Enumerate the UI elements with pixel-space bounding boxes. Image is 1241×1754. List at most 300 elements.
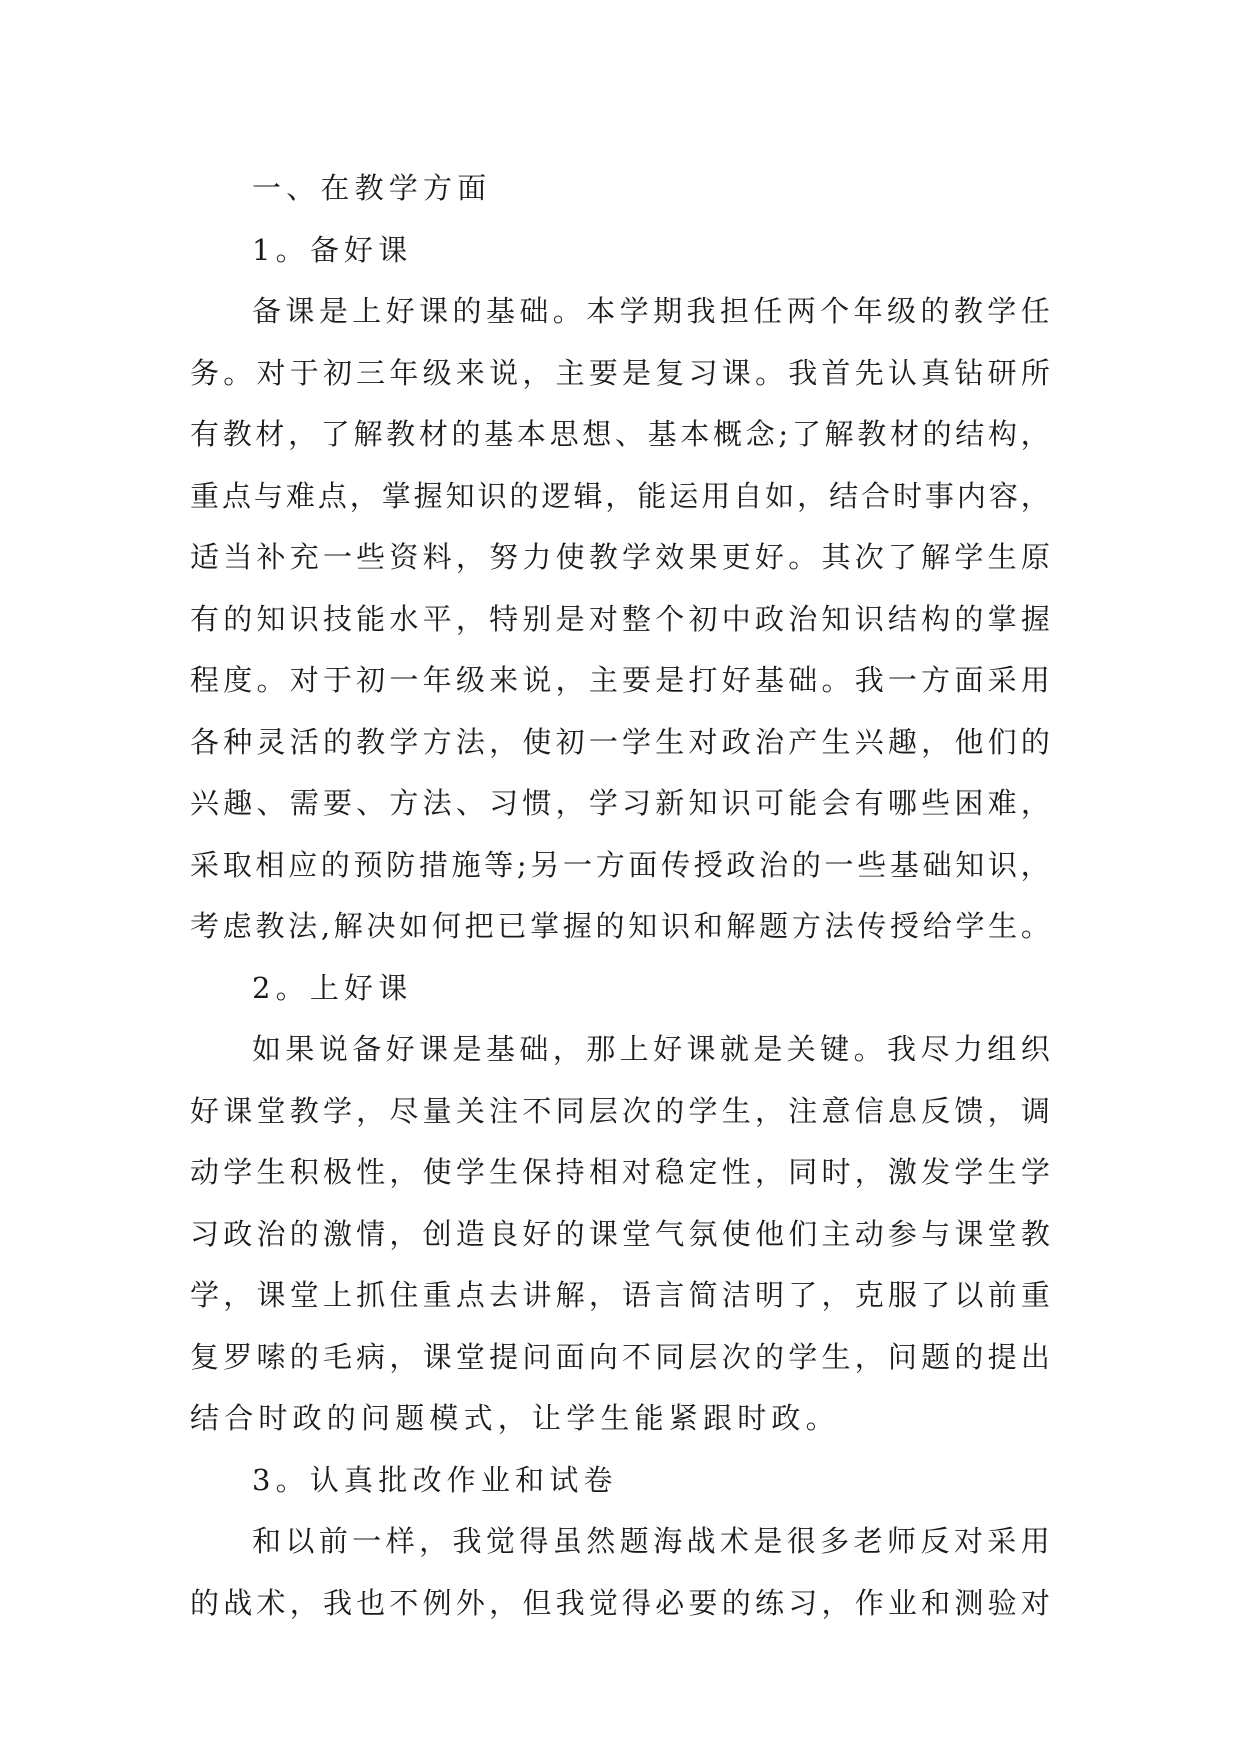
section-heading: 一、在教学方面 [252,171,492,205]
glyph: 生 [721,1093,751,1128]
glyph: 授 [693,847,723,882]
glyph: 生 [987,1155,1017,1189]
glyph: 复 [655,355,685,390]
glyph: ， [389,1339,419,1374]
glyph: 学 [619,294,649,328]
paragraph-line [190,1081,1050,1143]
glyph: 对 [1020,1585,1050,1620]
glyph: 堂 [455,1339,485,1374]
glyph: 一 [389,663,419,697]
glyph: 年 [853,294,883,328]
subsection-heading: 3。认真批改作业和试卷 [252,1462,618,1497]
glyph: 解 [333,909,363,943]
paragraph-line [190,712,1050,774]
glyph: 教 [588,540,618,574]
glyph: 生 [988,909,1018,943]
glyph: 上 [352,294,382,328]
paragraph-line [190,1511,1050,1573]
paragraph-line [190,281,1050,343]
glyph: 教 [857,417,887,451]
glyph: 调 [1020,1093,1050,1128]
glyph: 平 [422,601,452,636]
glyph: 一 [352,1524,382,1558]
glyph: 和 [252,1524,282,1558]
glyph: 海 [653,1524,683,1558]
glyph: 握 [413,478,443,513]
glyph: 课 [419,294,449,328]
glyph: 识 [854,601,884,636]
glyph: 好 [385,1032,415,1066]
glyph: 他 [754,1216,784,1251]
glyph: 但 [522,1585,552,1620]
glyph: 把 [464,909,494,943]
glyph: 习 [788,1585,818,1620]
glyph: 方 [422,724,452,759]
glyph: 相 [588,1155,618,1189]
glyph: 些 [356,540,386,574]
glyph: 要 [688,1585,718,1620]
glyph: 如 [765,478,795,513]
glyph: 初 [688,601,718,636]
glyph: 方 [389,786,419,820]
glyph: 例 [422,1585,452,1620]
glyph: 本 [516,417,546,451]
glyph: 础 [922,847,952,882]
glyph: 技 [322,601,352,636]
glyph: 构 [987,417,1017,451]
glyph: 样 [385,1524,415,1558]
glyph: 稳 [655,1155,685,1189]
glyph: 以 [954,1278,984,1312]
glyph: 材 [255,417,285,451]
glyph: 级 [422,355,452,390]
glyph: 织 [1020,1032,1050,1066]
glyph: 兴 [190,786,220,820]
glyph: 生 [256,1155,286,1189]
glyph: 识 [289,601,319,636]
glyph: ， [389,1155,419,1189]
glyph: 整 [622,601,652,636]
glyph: 得 [519,1524,549,1558]
glyph: 的 [920,294,950,328]
glyph: 生 [987,540,1017,574]
glyph: 知 [628,909,658,943]
glyph: 重 [190,478,220,513]
glyph: 言 [655,1278,685,1312]
glyph: 教 [1020,1216,1050,1251]
glyph: 关 [786,1032,816,1066]
glyph: 必 [655,1585,685,1620]
paragraph-line [190,1265,1050,1327]
glyph: 时 [821,1155,851,1189]
glyph: 良 [489,1216,519,1251]
glyph: 新 [655,786,685,820]
glyph: 明 [754,1278,784,1312]
paragraph-line [190,1142,1050,1204]
glyph: 和 [693,909,723,943]
glyph: 用 [1020,1524,1050,1558]
paragraph-line [190,1573,1050,1635]
glyph: 治 [759,847,789,882]
glyph: 基 [485,294,515,328]
glyph: 术 [256,1585,286,1620]
glyph: 是 [655,663,685,697]
glyph: 容 [988,478,1018,513]
glyph: 政 [223,1216,253,1251]
glyph: 已 [497,909,527,943]
glyph: 堂 [622,1216,652,1251]
glyph: ， [455,601,485,636]
glyph: 参 [887,1216,917,1251]
glyph: 对 [688,724,718,759]
glyph: 资 [389,540,419,574]
glyph: 如 [399,909,429,943]
glyph: 要 [622,663,652,697]
glyph: 教 [386,417,416,451]
glyph: 备 [352,1032,382,1066]
glyph: 基 [754,663,784,697]
glyph: 的 [289,1216,319,1251]
glyph: 点 [317,478,347,513]
glyph: 关 [455,1093,485,1128]
glyph: 学 [223,1155,253,1189]
glyph: 学 [455,1155,485,1189]
glyph: 。 [1020,909,1050,943]
glyph: ， [854,1155,884,1189]
glyph: 对 [289,663,319,697]
glyph: 兴 [854,724,884,759]
glyph: 造 [455,1216,485,1251]
glyph: 就 [719,1032,749,1066]
glyph: 掌 [530,909,560,943]
glyph: 量 [422,1093,452,1128]
glyph: 材 [889,417,919,451]
glyph: 补 [256,540,286,574]
glyph: ， [522,355,552,390]
glyph: ; [778,417,789,451]
glyph: 采 [987,1524,1017,1558]
glyph: 基 [647,417,677,451]
glyph: 结 [829,478,859,513]
glyph: 得 [622,1585,652,1620]
glyph: 上 [322,1278,352,1312]
glyph: 尽 [389,1093,419,1128]
glyph: 学 [954,1155,984,1189]
paragraph-line [190,527,1050,589]
glyph: 嗦 [256,1339,286,1374]
glyph: 们 [987,724,1017,759]
glyph: 识 [660,909,690,943]
glyph: 握 [562,909,592,943]
glyph: 另 [530,847,560,882]
glyph: 困 [954,786,984,820]
glyph: 组 [987,1032,1017,1066]
glyph: 使 [721,1216,751,1251]
glyph: 级 [455,663,485,697]
glyph: 了 [887,540,917,574]
glyph: 解 [726,909,756,943]
glyph: 主 [821,1216,851,1251]
glyph: 虽 [552,1524,582,1558]
glyph: 何 [431,909,461,943]
glyph: 动 [190,1155,220,1189]
glyph: 知 [445,478,475,513]
glyph: 学 [788,1339,818,1374]
glyph: 于 [289,355,319,390]
glyph: 两 [786,294,816,328]
glyph: 习 [190,1216,220,1251]
glyph: 材 [418,417,448,451]
glyph: 对 [953,1524,983,1558]
glyph: 结 [955,417,985,451]
glyph: 更 [721,540,751,574]
glyph: 年 [389,355,419,390]
glyph: 来 [455,355,485,390]
glyph: 对 [588,601,618,636]
glyph: 多 [820,1524,850,1558]
glyph: 防 [386,847,416,882]
glyph: 说 [318,1032,348,1066]
paragraph-line [190,1204,1050,1266]
glyph: 习 [688,355,718,390]
glyph: 病 [356,1339,386,1374]
paragraph-line [190,404,1050,466]
glyph: 认 [887,355,917,390]
glyph: 面 [628,847,658,882]
glyph: 学 [588,786,618,820]
glyph: 特 [489,601,519,636]
glyph: 不 [389,1585,419,1620]
glyph: 年 [422,663,452,697]
glyph: 础 [519,1032,549,1066]
glyph: 作 [854,1585,884,1620]
glyph: 措 [418,847,448,882]
glyph: 。 [853,1032,883,1066]
glyph: 初 [356,663,386,697]
glyph: 出 [1020,1339,1050,1374]
glyph: 对 [622,1155,652,1189]
glyph: 各 [190,724,220,759]
glyph: 研 [987,355,1017,390]
glyph: 动 [854,1216,884,1251]
glyph: 极 [322,1155,352,1189]
glyph: 结 [887,601,917,636]
paragraph-line [190,835,1050,897]
glyph: 上 [619,1032,649,1066]
glyph: 说 [489,355,519,390]
glyph: 对 [256,355,286,390]
glyph: 种 [223,724,253,759]
glyph: 解 [824,417,854,451]
glyph: 的 [954,1339,984,1374]
glyph: 激 [322,1216,352,1251]
glyph: 治 [788,601,818,636]
subsection-heading: 2。上好课 [252,970,413,1005]
glyph: 的 [322,724,352,759]
glyph: 用 [701,478,731,513]
glyph: 是 [318,294,348,328]
glyph: ， [987,1093,1017,1128]
glyph: 的 [721,1585,751,1620]
glyph: 使 [522,724,552,759]
glyph: 抓 [356,1278,386,1312]
glyph: 些 [921,786,951,820]
glyph: 产 [788,724,818,759]
glyph: 方 [921,663,951,697]
glyph: 意 [821,1093,851,1128]
glyph: 采 [190,847,220,882]
glyph: 点 [455,1278,485,1312]
glyph: 好 [190,1093,220,1128]
glyph: 有 [854,786,884,820]
glyph: 重 [1020,1278,1050,1312]
glyph: 基 [889,847,919,882]
glyph: 要 [322,786,352,820]
glyph: 事 [924,478,954,513]
glyph: 层 [688,1339,718,1374]
glyph: 效 [655,540,685,574]
glyph: 。 [821,663,851,697]
glyph: 础 [519,294,549,328]
glyph: ， [1020,847,1050,882]
glyph: 老 [853,1524,883,1558]
glyph: 讲 [522,1278,552,1312]
glyph: 前 [987,1278,1017,1312]
glyph: 本 [586,294,616,328]
glyph: 服 [887,1278,917,1312]
glyph: 是 [753,1524,783,1558]
glyph: 任 [1020,294,1050,328]
glyph: ， [797,478,827,513]
glyph: 教 [356,724,386,759]
glyph: ， [1020,478,1050,513]
glyph: 生 [821,724,851,759]
glyph: 气 [655,1216,685,1251]
glyph: 我 [686,294,716,328]
glyph: 解 [353,417,383,451]
glyph: 使 [555,540,585,574]
glyph: 哪 [887,786,917,820]
glyph: 验 [987,1585,1017,1620]
glyph: 期 [653,294,683,328]
glyph: 是 [452,1032,482,1066]
glyph: 使 [422,1155,452,1189]
glyph: 充 [289,540,319,574]
glyph: 原 [1020,540,1050,574]
glyph: 我 [322,1585,352,1620]
glyph: 生 [821,1339,851,1374]
glyph: 课 [223,1093,253,1128]
glyph: 运 [669,478,699,513]
glyph: 键 [820,1032,850,1066]
paragraph-line [190,466,1050,528]
glyph: 法 [422,786,452,820]
glyph: 定 [688,1155,718,1189]
glyph: 觉 [588,1585,618,1620]
glyph: 合 [861,478,891,513]
glyph: ， [1020,417,1050,451]
paragraph-line [190,773,1050,835]
glyph: ， [389,1216,419,1251]
glyph: 主 [555,355,585,390]
glyph: 的 [791,847,821,882]
glyph: 来 [489,663,519,697]
glyph: 战 [223,1585,253,1620]
glyph: 毛 [322,1339,352,1374]
glyph: 可 [754,786,784,820]
glyph: 先 [854,355,884,390]
glyph: 采 [987,663,1017,697]
glyph: 、 [356,786,386,820]
glyph: 我 [555,1585,585,1620]
glyph: 了 [791,417,821,451]
glyph: 是 [753,1032,783,1066]
glyph: ， [356,1093,386,1128]
glyph: 好 [653,1032,683,1066]
glyph: ， [555,786,585,820]
glyph: 的 [655,1093,685,1128]
glyph: 次 [622,1093,652,1128]
glyph: 不 [522,1093,552,1128]
glyph: ， [555,663,585,697]
glyph: 学 [955,909,985,943]
glyph: 政 [726,847,756,882]
glyph: 知 [688,786,718,820]
glyph: 思 [549,417,579,451]
glyph: 的 [451,417,481,451]
glyph: 掌 [381,478,411,513]
glyph: 很 [786,1524,816,1558]
glyph: 的 [954,601,984,636]
glyph: 掌 [987,601,1017,636]
glyph: 钻 [954,355,984,390]
glyph: 法 [288,909,318,943]
glyph: 如 [252,1032,282,1066]
glyph: 同 [555,1093,585,1128]
glyph: 知 [955,847,985,882]
glyph: 会 [821,786,851,820]
glyph: 生 [489,1155,519,1189]
glyph: 堂 [256,1093,286,1128]
glyph: 反 [920,1524,950,1558]
glyph: 力 [953,1032,983,1066]
glyph: 洁 [721,1278,751,1312]
glyph: 罗 [223,1339,253,1374]
glyph: 学 [987,294,1017,328]
glyph: 本 [680,417,710,451]
glyph: 辑 [573,478,603,513]
glyph: 真 [921,355,951,390]
glyph: 基 [484,417,514,451]
glyph: 能 [637,478,667,513]
glyph: 握 [1020,601,1050,636]
glyph: 课 [419,1032,449,1066]
glyph: 教 [255,909,285,943]
glyph: 学 [622,724,652,759]
glyph: 预 [353,847,383,882]
glyph: 馈 [954,1093,984,1128]
glyph: 首 [821,355,851,390]
glyph: 应 [288,847,318,882]
glyph: 打 [688,663,718,697]
glyph: 方 [791,909,821,943]
glyph: 个 [820,294,850,328]
glyph: ， [455,540,485,574]
glyph: 也 [356,1585,386,1620]
glyph: ， [552,1032,582,1066]
glyph: 积 [289,1155,319,1189]
glyph: 课 [285,294,315,328]
